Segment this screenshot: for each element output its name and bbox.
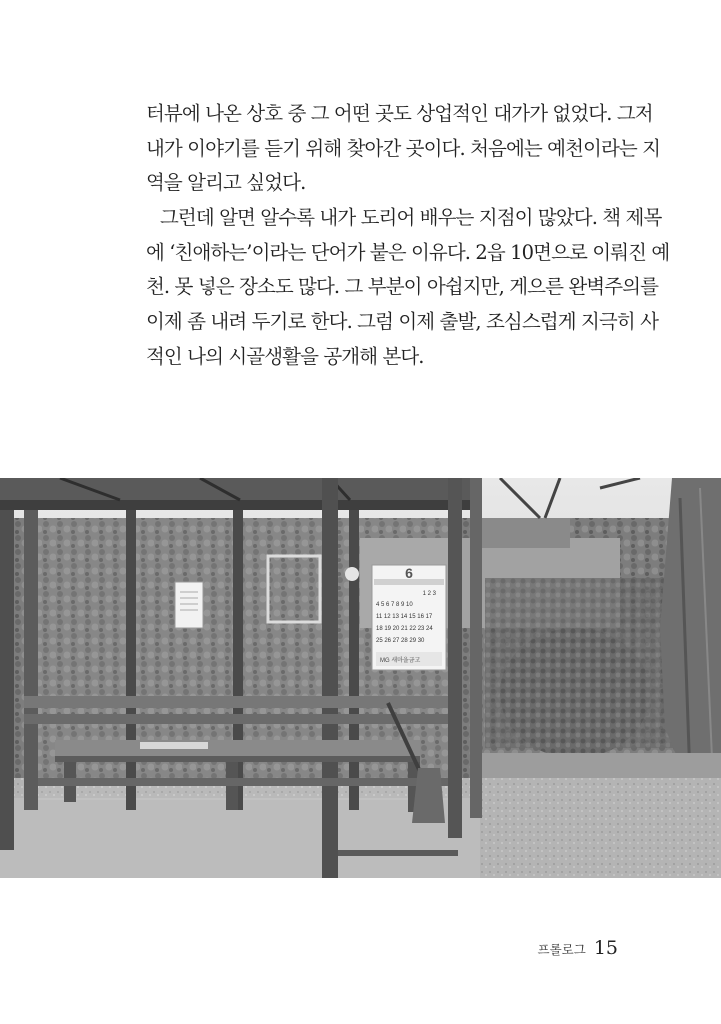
text-line: 천. 못 넣은 장소도 많다. 그 부분이 아쉽지만, 게으른 완벽주의를 <box>146 275 659 299</box>
calendar-row: 18 19 20 21 22 23 24 <box>376 626 433 632</box>
body-text <box>146 97 670 375</box>
running-head: 프롤로그 <box>537 942 586 957</box>
calendar-row: 25 26 27 28 29 30 <box>376 638 425 644</box>
text-line: 터뷰에 나온 상호 중 그 어떤 곳도 상업적인 대가가 없었다. 그저 <box>146 102 653 125</box>
calendar-row: 1 2 3 <box>422 591 436 597</box>
text-line: 내가 이야기를 듣기 위해 찾아간 곳이다. 처음에는 예천이라는 지 <box>146 136 661 160</box>
calendar-month: 6 <box>405 565 413 581</box>
page-footer <box>538 937 619 959</box>
text-line: 적인 나의 시골생활을 공개해 본다. <box>146 344 424 368</box>
text-line: 이제 좀 내려 두기로 한다. 그럼 이제 출발, 조심스럽게 지극히 사 <box>146 310 659 334</box>
text-line: 역을 알리고 싶었다. <box>146 171 306 195</box>
text-line: 에 ‘친애하는’이라는 단어가 붙은 이유다. 2읍 10면으로 이뤄진 예 <box>146 240 670 264</box>
calendar-row: 4 5 6 7 8 9 10 <box>376 602 413 608</box>
page-number: 15 <box>593 937 618 959</box>
calendar <box>372 565 446 670</box>
calendar-sponsor: MG 새마을금고 <box>380 658 421 664</box>
text-line: 그런데 알면 알수록 내가 도리어 배우는 지점이 많았다. 책 제목 <box>160 206 662 230</box>
calendar-row: 11 12 13 14 15 16 17 <box>376 614 433 620</box>
bus-stop-photo <box>0 478 721 878</box>
